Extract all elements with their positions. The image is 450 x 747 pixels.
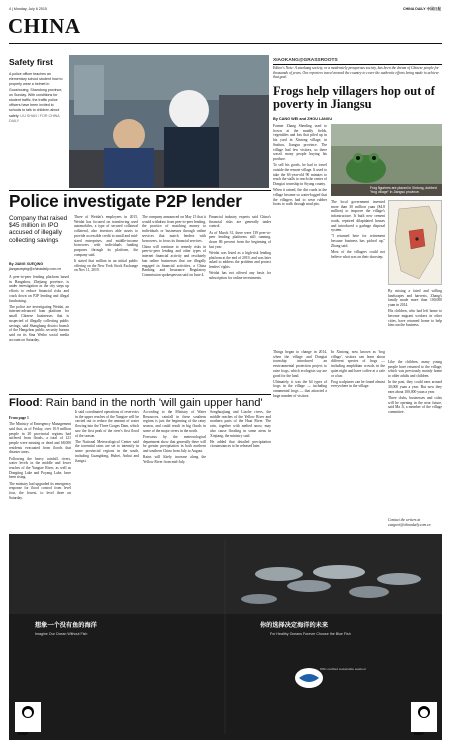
flood-column-3 (143, 410, 206, 466)
paragraph: Weidai has not offered any basis for subscription for online investments. (209, 271, 271, 280)
masthead (403, 7, 441, 12)
frogs-headline: Frogs help villagers hop out of poverty in Jiangsu (273, 84, 435, 111)
ad-headline-cn-right: 你的选择决定海洋的未来 (260, 622, 329, 629)
p2p-email: jiangxueqing@chinadaily.com.cn (9, 266, 62, 271)
paragraph: Weidai was listed as a high-risk lending platform at the end of 2019, and was later asked to address the problem and protect lenders' rights. (209, 250, 271, 270)
paragraph: By mixing a fated and willing landscapes and harvests, Zhang's family made more than 100,000 yuan in 2014. (388, 289, 442, 308)
wwf-panda-logo-right (411, 702, 437, 732)
paragraph: Farmer Zhang Shenling used to frown at the muddy fields, vegetables and lots that piled up in his yard in Xintong village, in Suzhou, Jiangsu province. The village had few visitors, so there wasn't many people buying his produce. (273, 124, 327, 161)
paragraph: In the past, they could earn around 30,000 yuan a year. But now they earn about 100,000 yuan a year. (388, 380, 442, 394)
frogs-column-2 (331, 200, 385, 261)
paragraph: Ultimately, it was the 64 types of frogs in the village — including ornamental frogs — that attracted a large number of visitors. (273, 379, 327, 398)
from-page-label: From page 1 (9, 416, 29, 420)
paragraph: The police are investigating Weidai, an internet-advanced loan platform for small Chinese businesses that is suspected of illegally collecting public savings, said Shanghang district branch of the Hangzhou public security bureau said on its Sina Weibo social media account on Saturday. (9, 304, 69, 342)
frogs-byline: By CANG WEI and ZHOU LANXU (273, 117, 333, 121)
flood-column-2 (75, 410, 139, 465)
p2p-column-4 (209, 215, 271, 282)
flood-headline (9, 397, 271, 409)
paragraph: It stated that million in an initial public offering on the New York Stock Exchange on Nov 11, 2019. (74, 258, 138, 273)
msc-logo (295, 668, 323, 688)
paragraph: As of March 31, there were 139 peer-to-peer lending platforms still running, down 86 percent from the beginning of last year. (209, 230, 271, 249)
paragraph: Frog sculptures can be found almost everywhere in the village. (331, 379, 385, 389)
paragraph: The ministry had upgraded its emergency response for flood control from level four, the lowest, to level three on Saturday. (9, 481, 71, 500)
safety-headline: Safety first (9, 57, 53, 67)
frogs-column-3 (388, 289, 442, 330)
paragraph: According to the Ministry of Water Resources, rainfall in these southern regions is just the beginning of the rainy season, and could result in big floods in some of the major rivers in the north. (143, 410, 206, 433)
paragraph: To sell his goods, he had to travel outside the remote village. It used to take the 63-year-old 90 minutes to reach the stalls to reach the center of Dongtai township in Siyang county. (273, 163, 327, 186)
paragraph: Financial industry experts said China's financial risks are generally under control. (209, 215, 271, 229)
frogs-column-2-continued (331, 350, 385, 391)
p2p-deck: Company that raised $45 million in IPO accused of illegally collecting savings (9, 215, 68, 244)
paragraph: It said coordinated operations of reservoirs in the upper reaches of the Yangtze will be carried out to reduce the amount of water flowing into the Three Gorges Dam, which saw the first peak of the river's first flood of the season. (75, 410, 139, 438)
p2p-column-3 (142, 215, 206, 279)
section-rule (9, 43, 442, 44)
flood-headline-rest: : Rain band in the north 'will gain upper hand' (39, 397, 263, 409)
frogs-kicker-rule (273, 64, 442, 65)
wwf-logo-text-right: WWF (414, 731, 424, 736)
paragraph: Following the heavy rainfall, rivers, water levels in the middle and lower reaches of the Yangtze River, as well as Dongting Lake and Poyang Lake, have been rising. (9, 456, 71, 480)
safety-caption (9, 72, 65, 124)
flood-column-4 (210, 410, 271, 451)
section-title: CHINA (8, 14, 81, 38)
paragraph: In Xintong, now known as 'frog village', visitors can learn about different species of frogs — including amphibian crowds in the quiet night and have coffee at a cafe or a bar. (331, 350, 385, 378)
wwf-panda-logo-left (15, 702, 41, 732)
paragraph: Like the children, many young people have returned to the village, which was previously mainly home to older adults and children. (388, 360, 442, 379)
paragraph: The Ministry of Emergency Management said that, as of Friday, over 10.9 million people in 20 provincial regions had suffered from floods, a total of 121 people were missing or dead and 68,000 residents evacuated from floods that disaster areas. (9, 422, 71, 455)
paragraph: The National Meteorological Center said the torrential rains are set to intensify in some provincial regions in the south, including Guangdong, Hubei, Anhui and Jiangxi. (75, 439, 139, 463)
frogs-photo-caption: Frog figurines are placed in Xintong, dubbed "frog village" in Jiangsu province. (370, 186, 437, 195)
frogs-editor-note: Editor's Note: A xiaokang society, or a moderately prosperous society, has been the dream of Chinese people for thousands of years. Our reporters travel around the country to cover the authentic efforts being made to achieve that goal. (273, 66, 439, 80)
paragraph: His children, who had left home to become migrant workers in other cities, have returned home to help him run the business. (388, 309, 442, 328)
wwf-logo-text-left: WWF (18, 731, 28, 736)
frogs-column-1 (273, 124, 327, 208)
paragraph: Rains will likely increase along the Yellow River from mid-July. (143, 455, 206, 465)
frogs-column-1-continued (273, 350, 327, 400)
msc-label: MSC certified sustainable seafood (320, 667, 366, 671)
flood-column-1 (9, 416, 71, 502)
paragraph: "I returned here for retirement because business has picked up," Zhang said. (331, 234, 385, 248)
paragraph: Most of the villagers could not believe what was on their doorstep. (331, 250, 385, 259)
paragraph: Things began to change in 2014, when the village and Dongtai township introduced an environmental protection project to raise frogs, which ecologists say are good for the land. (273, 350, 327, 378)
frogs-contact: Contact the writers at cangwei@chinadaily.com.cn (388, 518, 431, 527)
paper-name-cn: 中国日报 (426, 7, 441, 11)
flood-headline-bold: Flood (9, 397, 40, 409)
p2p-byline (9, 262, 69, 271)
p2p-column-1 (9, 275, 69, 344)
paragraph: When it rained, the dirt roads in the village became so water-logged that the villagers had to wear rubber boots to walk through mud pits. (273, 188, 327, 207)
flood-top-rule (9, 394, 271, 395)
paragraph: Three clubs, businesses and cafes will be opening in the near future, said Ma Ji, a member of the village committee. (388, 395, 442, 415)
ad-headline-en-right: For Healthy Oceans Forever Choose the Blue Fish (270, 632, 351, 636)
paragraph: A peer-to-peer lending platform based in Hangzhou, Zhejiang province, is under investigation as the city steps up efforts to reduce financial risks and crack down on P2P lending and illegal fundraising. (9, 275, 69, 303)
paragraph: The local government invested more than 30 million yuan ($4.8 million) to improve the village's infrastructure. It built new cement roads, repaired dilapidated houses and introduced a garbage disposal system. (331, 200, 385, 233)
police-photo (69, 55, 269, 188)
paragraph: Forecasts by the meteorological department show that generally there will be greater precipitation in both northern and southern China from July to August. (143, 435, 206, 454)
page-date: 4 | Monday, July 6 2015 (9, 7, 47, 11)
ad-headline-en-left: Imagine Our Ocean Without Fish (35, 632, 88, 636)
safety-caption-text: A police officer teaches an elementary school student how to properly wear a helmet in Guoshouing, Shandong province, on Sunday. With conditions for student traffic, the traffic police officers have been invited to schools to talk to children about safety. (9, 72, 63, 118)
safety-credit: LIU SHAN / FOR CHINA DAILY (9, 113, 60, 123)
wwf-advertisement (9, 534, 442, 740)
p2p-column-2 (74, 215, 138, 274)
paragraph: He added that detailed precipitation circumstances to be released later. (210, 439, 271, 449)
jiangsu-locator-map (388, 200, 442, 285)
frogs-kicker: XIAOKANG@GRASSROOTS (273, 58, 338, 63)
paper-name: CHINA DAILY (402, 7, 426, 11)
paragraph: China will continue to remedy risks in peer-to-peer lending and other types of internet financial activity and resolutely ban online businesses that are illegally engaged in financial activities, a China Banking and Insurance Regulatory Commission spokesperson said on June 4. (142, 244, 206, 277)
p2p-headline: Police investigate P2P lender (9, 191, 242, 211)
paragraph: Three of Weidai's employees in 2015, Weidai has focused on transferring used automobiles, a type of secured collateral collateral, also investors able assets to provide accessible credit to small and mid-sized enterprises, and middle-income borrowers with individuals funding purposes through its platform, the company said. (74, 215, 138, 257)
ad-headline-cn-left: 想象一个没有鱼的海洋 (35, 622, 97, 629)
paragraph: The company announced on May 15 that it would withdraw from peer-to-peer lending, the practice of matching money to individuals or businesses through online services that match lenders with borrowers, to focus its financial services. (142, 215, 206, 243)
paragraph: Songhuajiang and Liaohe rivers, the middle reaches of the Yellow River and northern parts of the Huai River. The rain, together with melted snow, may also cause flooding in some areas in Xinjiang, the ministry said. (210, 410, 271, 438)
p2p-author: By JIANG XUEQING (9, 262, 44, 266)
frogs-column-3-continued (388, 360, 442, 416)
